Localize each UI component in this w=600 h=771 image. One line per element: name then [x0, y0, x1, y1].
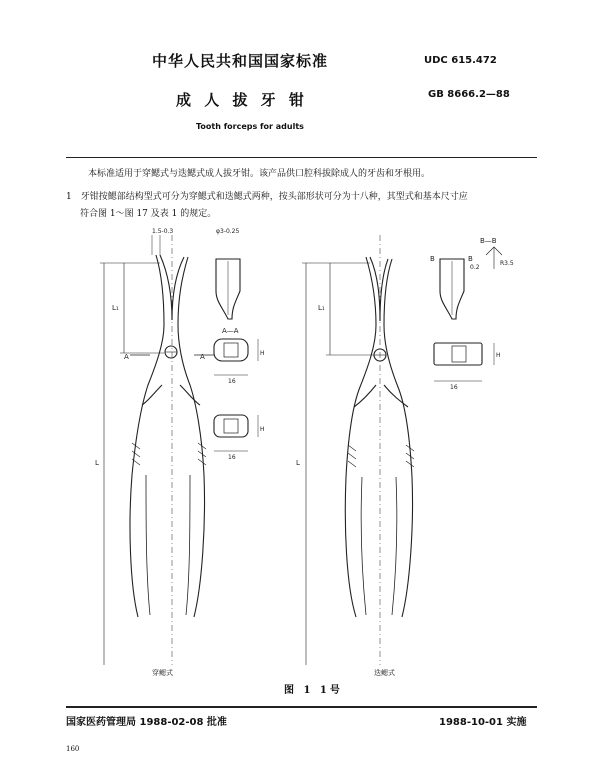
- header-divider: [66, 157, 537, 158]
- dim-02-label: 0.2: [470, 264, 480, 271]
- dim-h-a: H: [260, 350, 265, 357]
- standard-title-en: Tooth forceps for adults: [196, 122, 304, 131]
- approval-line: 国家医药管理局 1988-02-08 批准: [66, 717, 227, 728]
- dim-16-a: 16: [228, 378, 236, 385]
- label-l1-left: L₁: [112, 304, 119, 312]
- standard-category-title: 中华人民共和国国家标准: [152, 52, 329, 70]
- label-b-left: B: [430, 255, 435, 263]
- clause-1-line-2: 符合图 1～图 17 及表 1 的规定。: [80, 209, 217, 219]
- standard-title-cn: 成 人 拔 牙 钳: [176, 91, 308, 109]
- effective-date: 1988-10-01 实施: [439, 717, 527, 728]
- dim-top-label: 1.5-0.3: [152, 228, 174, 235]
- forceps-technical-drawing: [90, 225, 560, 685]
- section-aa-label: A—A: [222, 327, 239, 335]
- label-l-left: L: [95, 459, 99, 467]
- section-bb-detail: [434, 247, 502, 381]
- dim-top2-label: φ3-0.25: [216, 228, 240, 235]
- udc-number: UDC 615.472: [424, 55, 497, 66]
- section-bb-label: B—B: [480, 237, 497, 245]
- label-l1-right: L₁: [318, 304, 325, 312]
- dim-h-b: H: [260, 426, 265, 433]
- figure-caption: 图 1 1号: [284, 685, 343, 696]
- label-a-left: A: [124, 353, 129, 361]
- dim-16-c: 16: [450, 384, 458, 391]
- page-number: 160: [66, 745, 80, 753]
- section-aa-detail: [214, 259, 258, 451]
- label-l-right: L: [296, 459, 300, 467]
- label-b-right: B: [468, 255, 473, 263]
- caption-right-type: 迭鳃式: [374, 669, 395, 677]
- left-forceps: [100, 235, 214, 665]
- gb-code: GB 8666.2—88: [428, 89, 510, 100]
- dim-16-b: 16: [228, 454, 236, 461]
- caption-left-type: 穿鳃式: [152, 669, 173, 677]
- right-forceps: [302, 235, 414, 665]
- dim-r-label: R3.5: [500, 260, 514, 267]
- dim-h-c: H: [496, 352, 501, 359]
- label-a-right: A: [200, 353, 205, 361]
- footer-divider: [66, 706, 537, 708]
- forceps-drawing-svg: [90, 225, 560, 685]
- clause-1-line-1: 1 牙钳按鳃部结构型式可分为穿鳃式和迭鳃式两种，按头部形状可分为十八种，其型式和基本尺寸应: [66, 192, 468, 202]
- scope-paragraph: 本标准适用于穿鳃式与迭鳃式成人拔牙钳。该产品供口腔科拔除成人的牙齿和牙根用。: [88, 169, 431, 179]
